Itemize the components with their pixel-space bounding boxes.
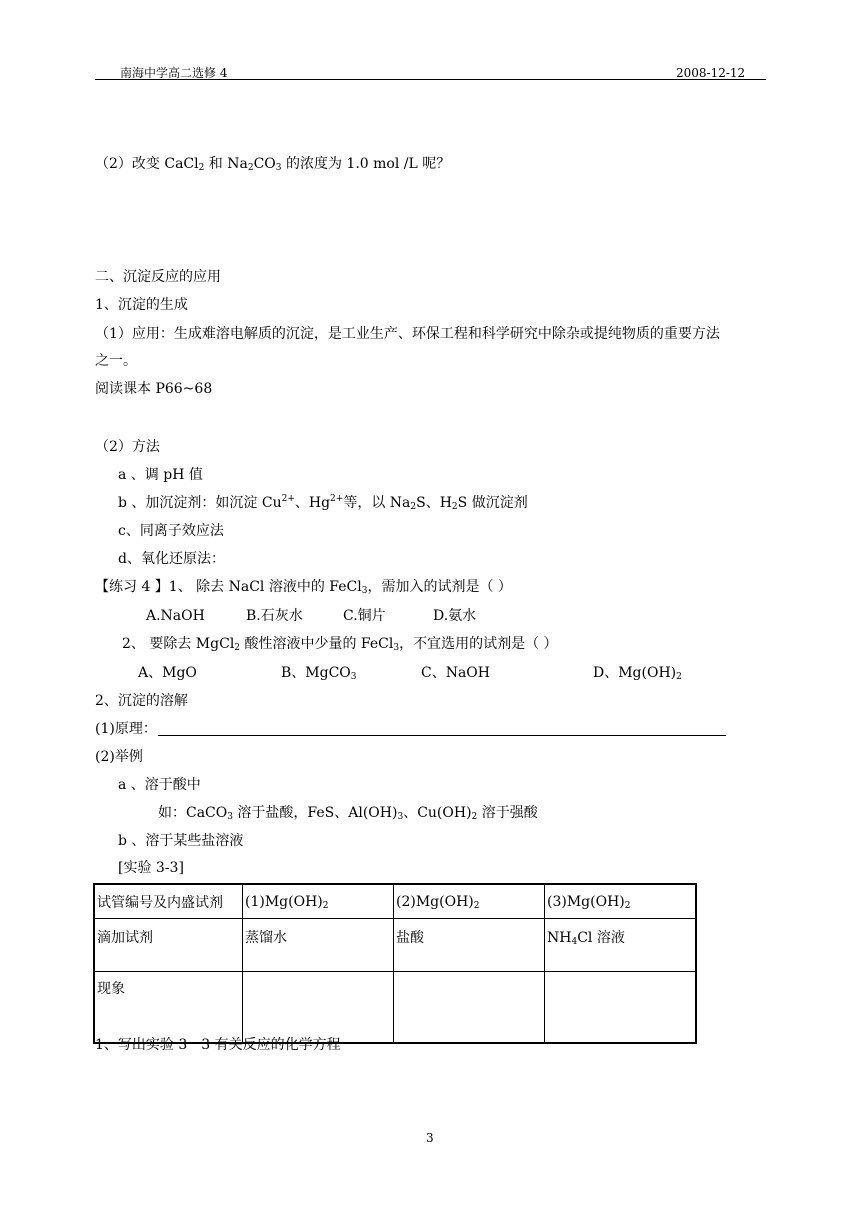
- application-text-cont: 之一。: [95, 353, 137, 369]
- method-a: a 、调 pH 值: [118, 467, 203, 483]
- principle-label: (1)原理：: [95, 721, 157, 737]
- exercise-4-q2: 2、 要除去 MgCl$_2$ 酸性溶液中少量的 FeCl$_3$，不宜选用的试剂是（ ）: [122, 636, 558, 653]
- example-heading: (2)举例: [95, 749, 143, 765]
- table-cell: 滴加试剂: [94, 919, 243, 972]
- reading-note: 阅读课本 P66~68: [95, 381, 213, 397]
- q2-option-b: B、MgCO$_3$: [281, 665, 357, 682]
- table-row: [94, 884, 696, 919]
- experiment-table: [93, 883, 697, 1044]
- method-b: b 、加沉淀剂：如沉淀 $Cu^{2+}$、$Hg^{2+}$等，以 $Na_2S$、$H_2S$ 做沉淀剂: [118, 494, 528, 512]
- table-cell: 现象: [94, 972, 243, 1044]
- question-2: （2）改变 CaCl$_2$ 和 $Na_2CO_3$ 的浓度为 1.0 mol /L 呢？: [95, 156, 451, 173]
- q1-option-d: D.氨水: [433, 608, 477, 624]
- q1-option-c: C.铜片: [343, 608, 386, 624]
- subsection-title: 1、沉淀的生成: [95, 297, 188, 313]
- equation-question: 1、写出实验 3－3 有关反应的化学方程: [95, 1037, 341, 1053]
- example-b: b 、溶于某些盐溶液: [118, 833, 244, 849]
- header-left: 南海中学高二选修 4: [120, 66, 228, 80]
- example-a: a 、溶于酸中: [118, 777, 201, 793]
- method-heading: （2）方法: [95, 439, 160, 455]
- header-date: 2008-12-12: [676, 66, 746, 80]
- table-cell: 盐酸: [394, 919, 545, 972]
- q2-option-a: A、MgO: [138, 665, 197, 681]
- exercise-4-q1: 【练习 4 】1、 除去 NaCl 溶液中的 FeCl$_3$，需加入的试剂是（ ）: [95, 579, 512, 596]
- application-text: （1）应用：生成难溶电解质的沉淀，是工业生产、环保工程和科学研究中除杂或提纯物质的重要方法: [95, 326, 720, 342]
- principle-blank[interactable]: [158, 735, 726, 736]
- table-header-cell: $(1)Mg(OH)_2$: [243, 884, 394, 919]
- q2-option-d: D、$Mg(OH)_2$: [593, 665, 682, 682]
- dissolution-title: 2、沉淀的溶解: [95, 693, 188, 709]
- table-row: [94, 972, 696, 1044]
- table-row: [94, 919, 696, 972]
- table-header-cell: 试管编号及内盛试剂: [94, 884, 243, 919]
- example-a-detail: 如：CaCO$_3$ 溶于盐酸，FeS、$Al(OH)_3$、$Cu(OH)_2$ 溶于强酸: [158, 805, 538, 822]
- table-header-cell: $(2)Mg(OH)_2$: [394, 884, 545, 919]
- method-d: d、氧化还原法：: [118, 551, 225, 567]
- page-number: 3: [426, 1131, 434, 1145]
- table-cell: $NH_4Cl$ 溶液: [545, 919, 697, 972]
- q1-option-a: A.NaOH: [146, 608, 205, 624]
- header-rule: [95, 79, 766, 80]
- table-header-cell: $(3)Mg(OH)_2$: [545, 884, 697, 919]
- section-title: 二、沉淀反应的应用: [95, 269, 221, 285]
- table-cell: 蒸馏水: [243, 919, 394, 972]
- table-cell-empty[interactable]: [545, 972, 697, 1044]
- q2-option-c: C、NaOH: [421, 665, 490, 681]
- table-cell-empty[interactable]: [243, 972, 394, 1044]
- table-cell-empty[interactable]: [394, 972, 545, 1044]
- experiment-label: [实验 3-3]: [118, 860, 184, 876]
- method-c: c、同离子效应法: [118, 523, 224, 539]
- q1-option-b: B.石灰水: [246, 608, 303, 624]
